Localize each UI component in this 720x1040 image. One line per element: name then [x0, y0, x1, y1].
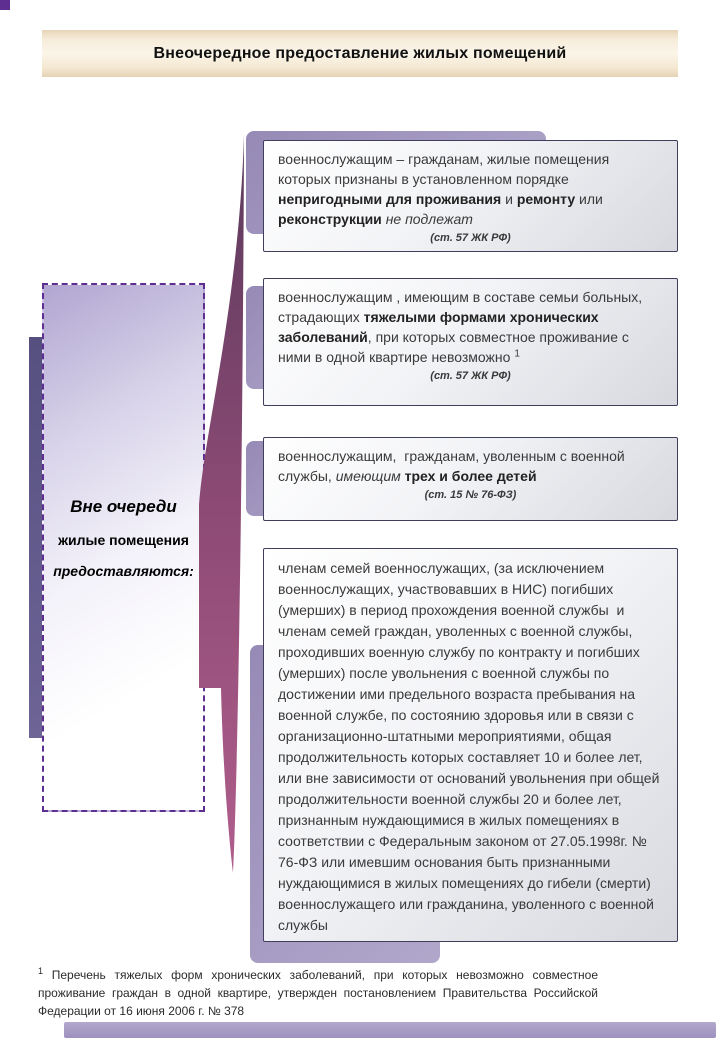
- left-panel-line-1: Вне очереди: [70, 497, 177, 516]
- info-box-unfit-housing: [263, 140, 678, 252]
- box-citation: (ст. 57 ЖК РФ): [430, 370, 511, 382]
- title-bar: [42, 30, 678, 77]
- left-panel: [42, 283, 205, 812]
- footer-bar: [64, 1022, 716, 1038]
- box-text: военнослужащим – гражданам, жилые помещения которых признаны в установленном порядке непригодными для проживания и ремонту или реконструкции не подлежат: [278, 151, 614, 227]
- info-box-chronic-illness: [263, 278, 678, 406]
- footnote-marker: 1: [38, 966, 44, 976]
- box-citation: (ст. 15 № 76-ФЗ): [424, 489, 517, 501]
- box-text: членам семей военнослужащих, (за исключением военнослужащих, участвовавших в НИС) погибших (умерших) в период прохождения военной службы и членам семей граждан, уволенных с военной службы, проходивших военную службу по контракту и погибших (умерших) после увольнения с военной службы по достижении ими предельного возраста пребывания на военной службе, по состоянию здоровья или в связи с организационно-штатными мероприятиями, общая продолжительность которых составляет 10 и более лет, или вне зависимости от оснований увольнения при общей продолжительности военной службы 20 и более лет, признанным нуждающимися в жилых помещениях в соответствии с Федеральным законом от 27.05.1998г. № 76-ФЗ или имевшим основания быть признанными нуждающимися в жилых помещениях до гибели (смерти) военнослужащего или гражданина, уволенного с военной службы: [278, 560, 664, 933]
- footnote: [38, 962, 598, 1020]
- corner-accent-square: [0, 0, 10, 10]
- left-panel-line-2: жилые помещения: [58, 532, 189, 548]
- left-panel-line-3: предоставляются:: [53, 563, 194, 579]
- left-panel-shadow: [29, 337, 42, 738]
- info-box-family-members: [263, 548, 678, 942]
- connector-shape: [190, 133, 250, 878]
- slide-title: Внеочередное предоставление жилых помещений: [153, 44, 567, 62]
- box-text: военнослужащим, гражданам, уволенным с военной службы, имеющим трех и более детей: [278, 448, 629, 484]
- box-text: военнослужащим , имеющим в составе семьи больных, страдающих тяжелыми формами хронических заболеваний, при которых совместное проживание с ними в одной квартире невозможно $^1$: [278, 289, 647, 365]
- footnote-text: Перечень тяжелых форм хронических заболеваний, при которых невозможно совместное проживание граждан в одной квартире, утвержден постановлением Правительства Российской Федерации от 16 июня 2006 г. № 378: [38, 968, 598, 1018]
- box-citation: (ст. 57 ЖК РФ): [430, 232, 511, 244]
- info-box-three-children: [263, 437, 678, 521]
